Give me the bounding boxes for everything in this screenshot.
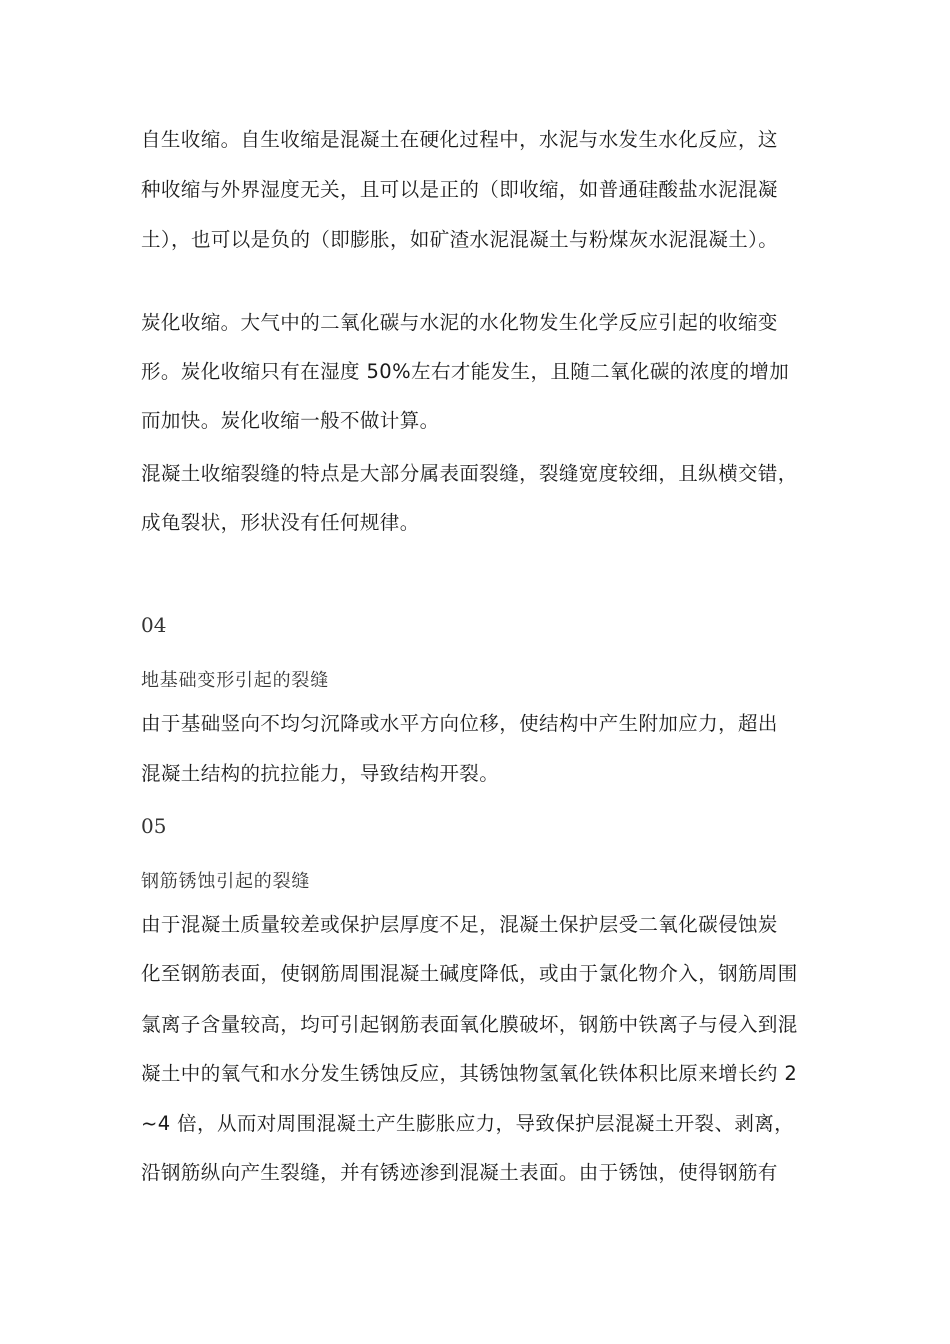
text-line: 种收缩与外界湿度无关，且可以是正的（即收缩，如普通硅酸盐水泥混凝 bbox=[141, 178, 778, 201]
text-line: 由于混凝土质量较差或保护层厚度不足，混凝土保护层受二氧化碳侵蚀炭 bbox=[141, 913, 778, 936]
section-number: 04 bbox=[141, 613, 167, 637]
text-line: 由于基础竖向不均匀沉降或水平方向位移，使结构中产生附加应力，超出 bbox=[141, 712, 778, 735]
text-line: ~4 倍，从而对周围混凝土产生膨胀应力，导致保护层混凝土开裂、剥离， bbox=[141, 1112, 795, 1135]
text-line: 自生收缩。自生收缩是混凝土在硬化过程中，水泥与水发生水化反应，这 bbox=[141, 128, 778, 151]
text-line: 氯离子含量较高，均可引起钢筋表面氧化膜破坏，钢筋中铁离子与侵入到混 bbox=[141, 1013, 798, 1036]
section-title: 钢筋锈蚀引起的裂缝 bbox=[141, 871, 311, 892]
text-line: 混凝土结构的抗拉能力，导致结构开裂。 bbox=[141, 762, 500, 785]
section-title: 地基础变形引起的裂缝 bbox=[141, 670, 329, 691]
text-line: 土），也可以是负的（即膨胀，如矿渣水泥混凝土与粉煤灰水泥混凝土）。 bbox=[141, 228, 779, 251]
text-line: 化至钢筋表面，使钢筋周围混凝土碱度降低，或由于氯化物介入，钢筋周围 bbox=[141, 962, 798, 985]
text-line: 成龟裂状，形状没有任何规律。 bbox=[141, 511, 420, 534]
text-line: 而加快。炭化收缩一般不做计算。 bbox=[141, 409, 440, 432]
text-line: 混凝土收缩裂缝的特点是大部分属表面裂缝，裂缝宽度较细，且纵横交错， bbox=[141, 462, 798, 485]
section-number: 05 bbox=[141, 814, 167, 838]
text-line: 凝土中的氧气和水分发生锈蚀反应，其锈蚀物氢氧化铁体积比原来增长约 2 bbox=[141, 1062, 798, 1085]
text-line: 沿钢筋纵向产生裂缝，并有锈迹渗到混凝土表面。由于锈蚀，使得钢筋有 bbox=[141, 1161, 778, 1184]
text-line: 炭化收缩。大气中的二氧化碳与水泥的水化物发生化学反应引起的收缩变 bbox=[141, 311, 778, 334]
text-line: 形。炭化收缩只有在湿度 50%左右才能发生，且随二氧化碳的浓度的增加 bbox=[141, 360, 790, 383]
